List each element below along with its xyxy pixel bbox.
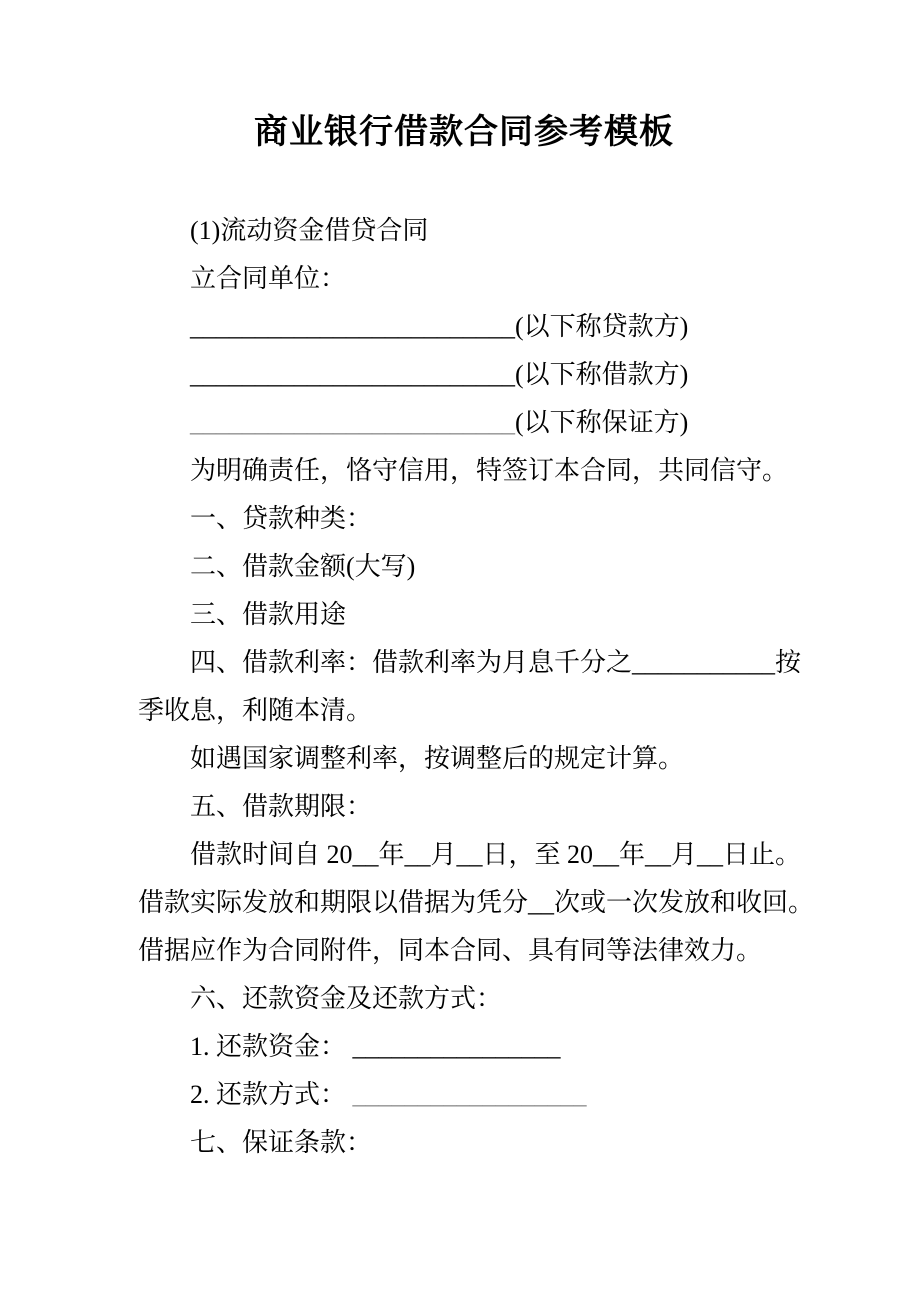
blank-underline: ________________ bbox=[352, 1032, 561, 1061]
document-line bbox=[138, 351, 790, 399]
document-line bbox=[138, 735, 790, 783]
document-line bbox=[138, 1119, 790, 1167]
document-line bbox=[138, 639, 802, 687]
line-text: 如遇国家调整利率，按调整后的规定计算。 bbox=[190, 744, 685, 773]
blank-underline: _________________________ bbox=[190, 408, 515, 437]
document-line bbox=[138, 783, 790, 831]
line-text: 借款时间自 20__年__月__日，至 20__年__月__日止。 bbox=[190, 840, 802, 869]
document-line bbox=[138, 447, 790, 495]
document-line bbox=[138, 927, 790, 975]
line-text: (以下称借款方) bbox=[515, 360, 689, 389]
document-body bbox=[138, 207, 815, 1167]
document-line bbox=[138, 1071, 790, 1119]
line-text: (1)流动资金借贷合同 bbox=[190, 216, 429, 245]
document-line bbox=[138, 591, 790, 639]
document-line bbox=[138, 975, 790, 1023]
blank-underline: _________________________ bbox=[190, 312, 515, 341]
line-text: 一、贷款种类： bbox=[190, 504, 373, 533]
line-text: 按 bbox=[775, 648, 802, 677]
document-line bbox=[138, 255, 790, 303]
document-line bbox=[138, 399, 790, 447]
document-line bbox=[138, 879, 815, 927]
document-line bbox=[138, 495, 790, 543]
line-text: (以下称保证方) bbox=[515, 408, 689, 437]
document-line bbox=[138, 1023, 790, 1071]
line-text: 立合同单位： bbox=[190, 264, 347, 293]
blank-underline: _________________________ bbox=[190, 360, 515, 389]
line-text: 三、借款用途 bbox=[190, 600, 347, 629]
line-text: 六、还款资金及还款方式： bbox=[190, 984, 503, 1013]
blank-underline: ___________ bbox=[632, 648, 776, 677]
line-text: 季收息，利随本清。 bbox=[138, 696, 373, 725]
line-text: 为明确责任，恪守信用，特签订本合同，共同信守。 bbox=[190, 456, 789, 485]
line-text: 四、借款利率：借款利率为月息千分之 bbox=[190, 648, 633, 677]
line-text: 2. 还款方式： bbox=[190, 1080, 353, 1109]
line-text: 借款实际发放和期限以借据为凭分__次或一次发放和收回。 bbox=[138, 888, 815, 917]
document-line bbox=[138, 207, 790, 255]
blank-underline: __________________ bbox=[352, 1080, 587, 1109]
document-line bbox=[138, 543, 790, 591]
document-line bbox=[138, 687, 790, 735]
line-text: 借据应作为合同附件，同本合同、具有同等法律效力。 bbox=[138, 936, 763, 965]
line-text: 七、保证条款： bbox=[190, 1128, 373, 1157]
line-text: 1. 还款资金： bbox=[190, 1032, 353, 1061]
line-text: (以下称贷款方) bbox=[515, 312, 689, 341]
document-title: 商业银行借款合同参考模板 bbox=[254, 114, 674, 151]
document-line bbox=[138, 831, 802, 879]
line-text: 二、借款金额(大写) bbox=[190, 552, 416, 581]
document-line bbox=[138, 303, 790, 351]
line-text: 五、借款期限： bbox=[190, 792, 373, 821]
